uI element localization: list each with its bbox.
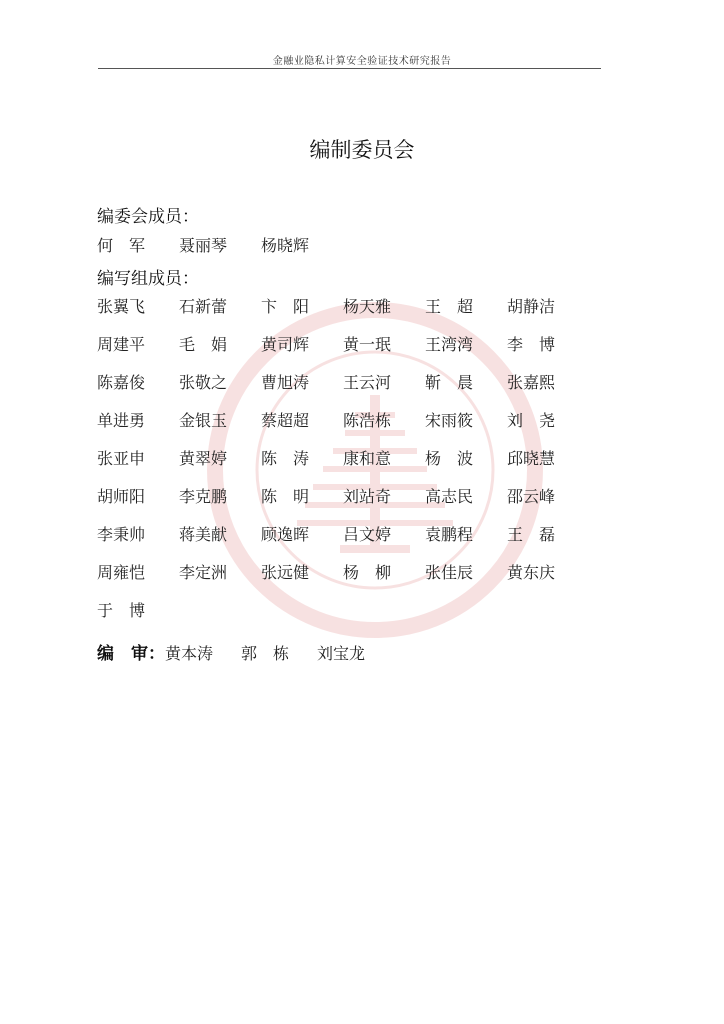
writer-member: 刘 尧 [507, 411, 556, 430]
committee-heading: 编委会成员： [97, 207, 199, 227]
writer-member: 石新蕾 [179, 297, 228, 316]
writer-member: 陈嘉俊 [97, 373, 146, 392]
writer-member: 蔡超超 [261, 411, 310, 430]
writer-member: 胡师阳 [97, 487, 146, 506]
writer-member: 胡静洁 [507, 297, 556, 316]
committee-member: 聂丽琴 [179, 236, 228, 255]
writer-member: 毛 娟 [179, 335, 228, 354]
writer-member: 高志民 [425, 487, 474, 506]
writer-member: 金银玉 [179, 411, 228, 430]
committee-member: 杨晓辉 [261, 236, 310, 255]
writer-member: 吕文婷 [343, 525, 392, 544]
writer-member: 黄一珉 [343, 335, 392, 354]
writer-member: 王 超 [425, 297, 474, 316]
writer-member: 邱晓慧 [507, 449, 556, 468]
writer-member: 王 磊 [507, 525, 556, 544]
review-label: 编 审： [97, 644, 165, 664]
writer-member: 杨天雅 [343, 297, 392, 316]
writer-member: 杨 波 [425, 449, 474, 468]
committee-members [97, 233, 343, 256]
writer-member: 黄翠婷 [179, 449, 228, 468]
writer-member: 宋雨筱 [425, 411, 474, 430]
writer-member: 周建平 [97, 335, 146, 354]
writer-member: 黄司辉 [261, 335, 310, 354]
reviewer-name: 刘宝龙 [317, 644, 366, 663]
writer-member: 张远健 [261, 563, 310, 582]
writer-member: 刘站奇 [343, 487, 392, 506]
review-row [97, 639, 393, 664]
writer-member: 康和意 [343, 449, 392, 468]
writer-member: 李克鹏 [179, 487, 228, 506]
writers-heading: 编写组成员： [97, 269, 199, 289]
header-divider [98, 68, 601, 69]
writer-member: 陈 明 [261, 487, 310, 506]
reviewer-name: 黄本涛 [165, 644, 214, 663]
writer-member: 张嘉熙 [507, 373, 556, 392]
writer-member: 蒋美献 [179, 525, 228, 544]
writer-member: 顾逸晖 [261, 525, 310, 544]
page-title: 编制委员会 [309, 138, 415, 162]
writer-member: 陈 涛 [261, 449, 310, 468]
writer-member: 于 博 [97, 601, 146, 620]
writer-member: 靳 晨 [425, 373, 474, 392]
reviewer-name: 郭 栋 [241, 644, 290, 663]
writer-member: 杨 柳 [343, 563, 392, 582]
writer-member: 卞 阳 [261, 297, 310, 316]
committee-member: 何 军 [97, 236, 146, 255]
writer-member: 黄东庆 [507, 563, 556, 582]
writer-member: 张亚申 [97, 449, 146, 468]
page-header: 金融业隐私计算安全验证技术研究报告 [272, 56, 452, 67]
writer-member: 袁鹏程 [425, 525, 474, 544]
writer-member: 李 博 [507, 335, 556, 354]
writer-member: 周雍恺 [97, 563, 146, 582]
writer-member: 张翼飞 [97, 297, 146, 316]
writer-member: 张敬之 [179, 373, 228, 392]
writer-member: 曹旭涛 [261, 373, 310, 392]
writer-member: 单进勇 [97, 411, 146, 430]
writer-member: 王湾湾 [425, 335, 474, 354]
writer-member: 李定洲 [179, 563, 228, 582]
writer-member: 邵云峰 [507, 487, 556, 506]
writer-member: 王云河 [343, 373, 392, 392]
writer-member: 陈浩栋 [343, 411, 392, 430]
writer-member: 张佳辰 [425, 563, 474, 582]
writer-member: 李秉帅 [97, 525, 146, 544]
